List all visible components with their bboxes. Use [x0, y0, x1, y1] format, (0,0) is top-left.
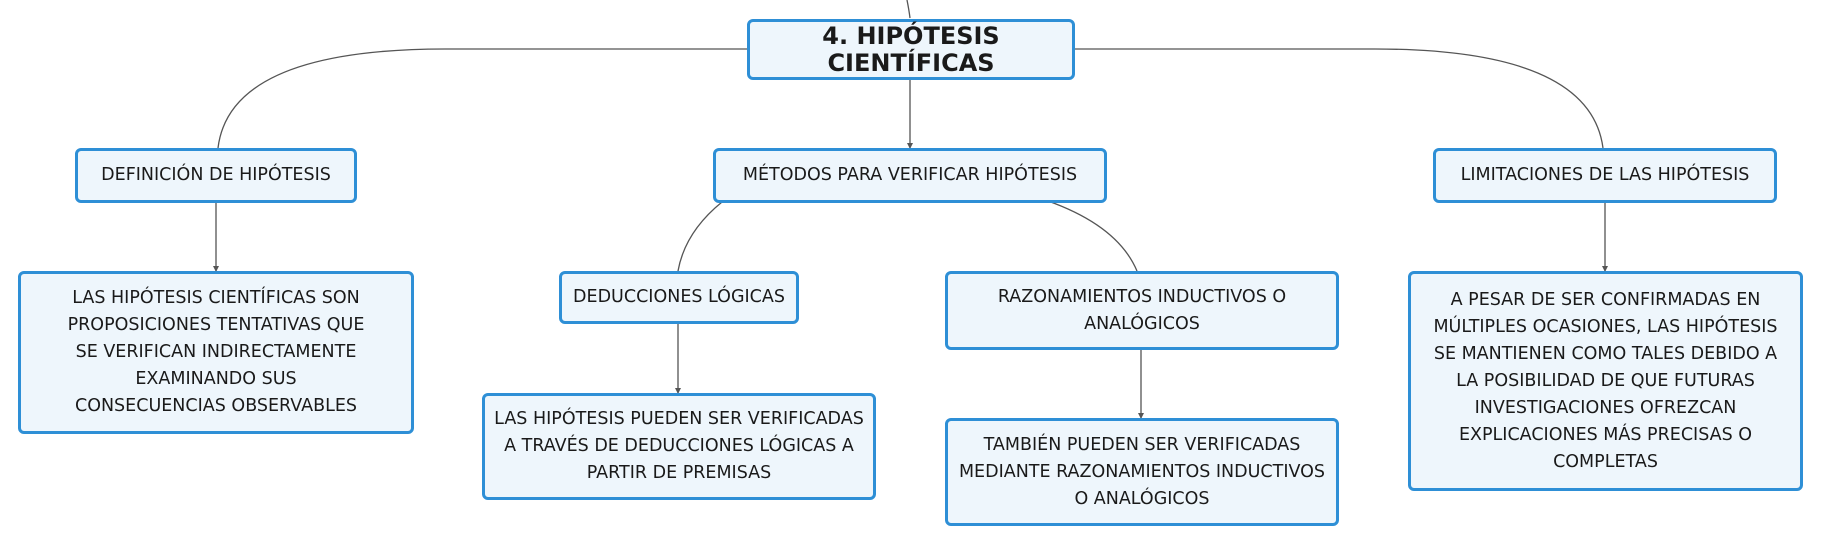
method-inductive-label: RAZONAMIENTOS INDUCTIVOS O ANALÓGICOS [997, 286, 1287, 334]
method-deductions-label: DEDUCCIONES LÓGICAS [573, 287, 785, 307]
definition-text: LAS HIPÓTESIS CIENTÍFICAS SON PROPOSICIONES TENTATIVAS QUE SE VERIFICAN INDIRECTAMENTE EXAMINANDO SUS CONSECUENCIAS OBSERVABLES [67, 288, 365, 416]
root-topic-label: 4. HIPÓTESIS CIENTÍFICAS [822, 21, 1000, 77]
connector-root-to-definition [218, 49, 747, 148]
connector-methods-to-deductions [678, 202, 722, 271]
branch-methods-label: MÉTODOS PARA VERIFICAR HIPÓTESIS [742, 165, 1078, 185]
inductive-detail-text: TAMBIÉN PUEDEN SER VERIFICADAS MEDIANTE RAZONAMIENTOS INDUCTIVOS O ANALÓGICOS [958, 434, 1326, 509]
method-inductive-node[interactable] [945, 271, 1339, 350]
branch-methods-node[interactable] [713, 148, 1107, 203]
definition-text-node[interactable] [18, 271, 414, 434]
limitations-text-node[interactable] [1408, 271, 1803, 491]
branch-limitations-label: LIMITACIONES DE LAS HIPÓTESIS [1460, 165, 1750, 185]
inductive-detail-node[interactable] [945, 418, 1339, 526]
root-topic-node[interactable] [747, 19, 1075, 80]
branch-definition-label: DEFINICIÓN DE HIPÓTESIS [101, 165, 331, 185]
branch-definition-node[interactable] [75, 148, 357, 203]
branch-limitations-node[interactable] [1433, 148, 1777, 203]
limitations-text: A PESAR DE SER CONFIRMADAS EN MÚLTIPLES OCASIONES, LAS HIPÓTESIS SE MANTIENEN COMO TALES DEBIDO A LA POSIBILIDAD DE QUE FUTURAS INVESTIGACIONES OFREZCAN EXPLICACIONES MÁS PRECISAS O COMPLETAS [1433, 289, 1778, 472]
deductions-detail-text: LAS HIPÓTESIS PUEDEN SER VERIFICADAS A TRAVÉS DE DEDUCCIONES LÓGICAS A PARTIR DE PREMISAS [494, 409, 864, 483]
connector-parent-to-root [907, 0, 910, 18]
deductions-detail-node[interactable] [482, 393, 876, 500]
connector-root-to-limitations [1075, 49, 1603, 148]
method-deductions-node[interactable] [559, 271, 799, 324]
connector-methods-to-inductive [1048, 201, 1137, 271]
